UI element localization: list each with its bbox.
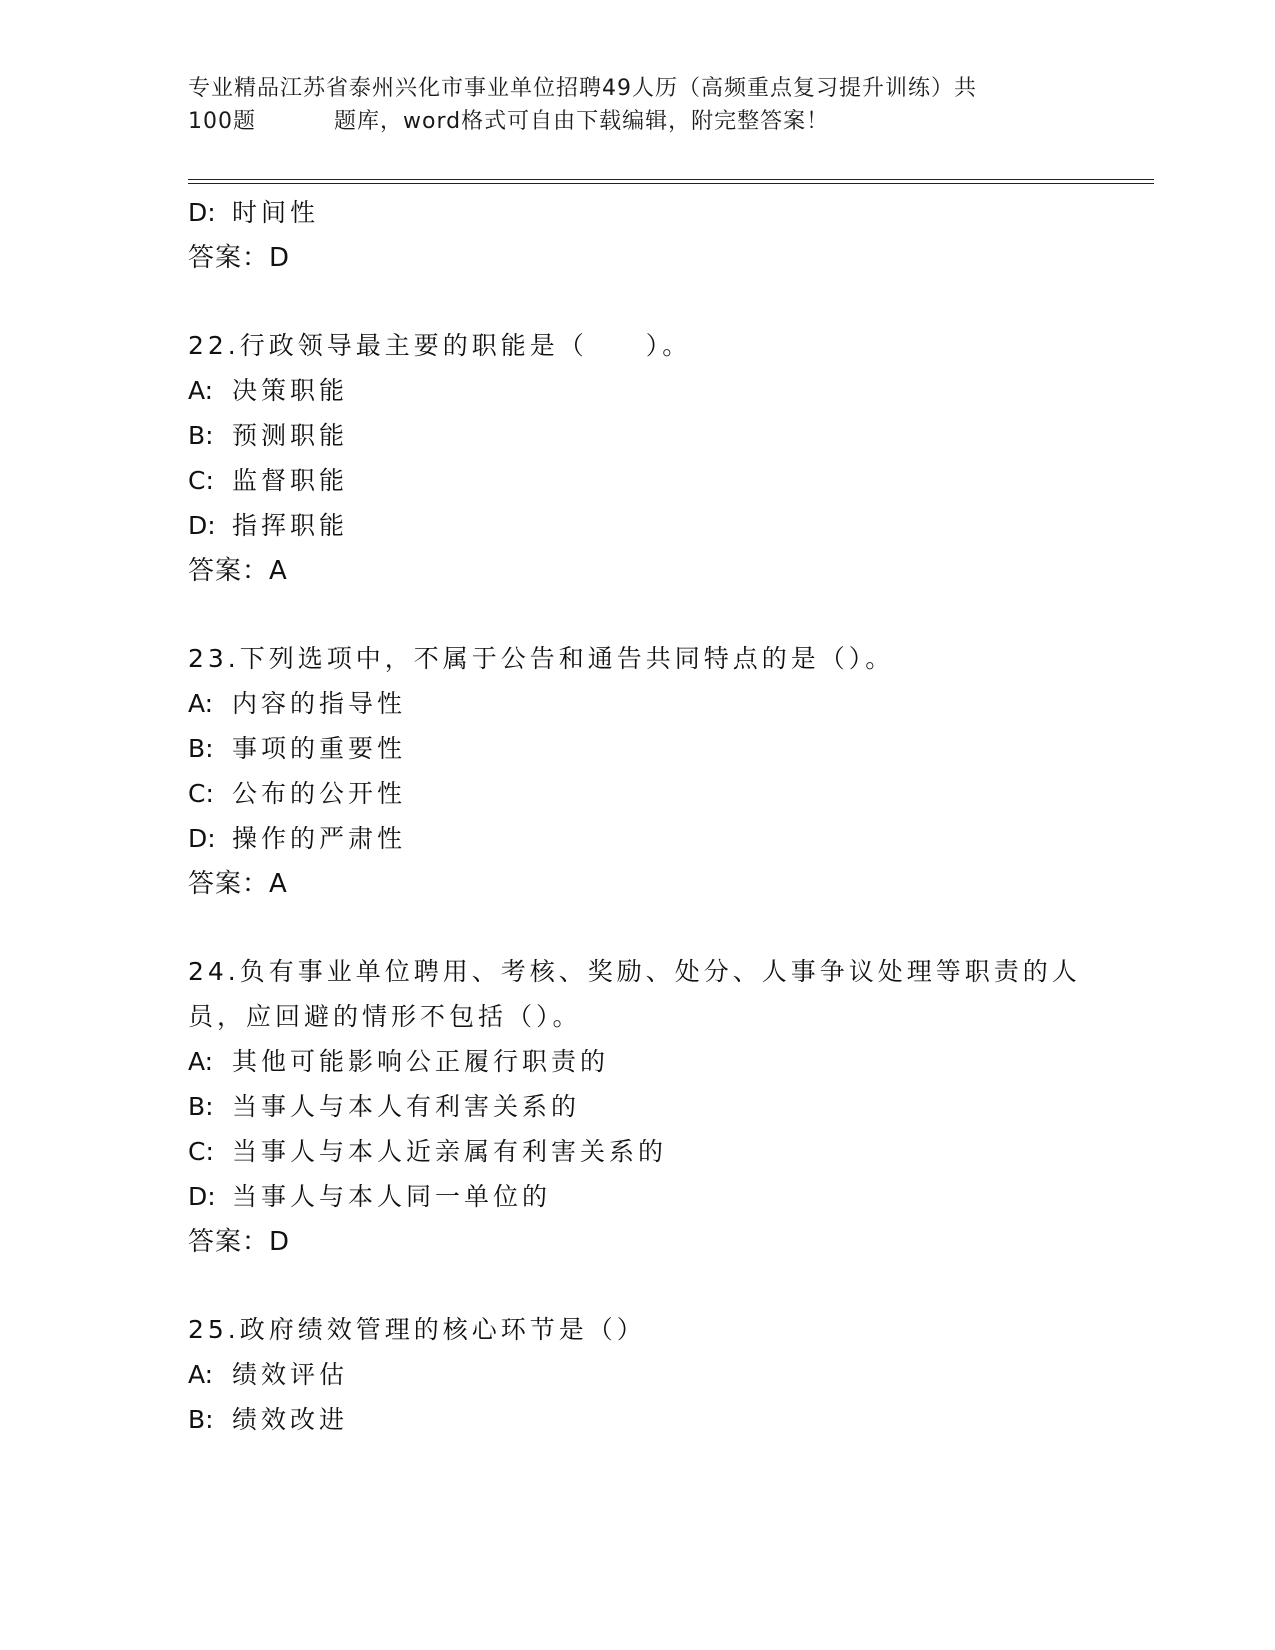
option-row bbox=[188, 1084, 1148, 1129]
option-letter: B: bbox=[188, 421, 214, 450]
option-letter: D: bbox=[188, 198, 216, 227]
answer-label: 答案：A bbox=[188, 556, 288, 586]
option-text: 决策职能 bbox=[232, 376, 349, 405]
option-letter: A: bbox=[188, 376, 214, 405]
option-letter: A: bbox=[188, 689, 214, 718]
option-text: 内容的指导性 bbox=[232, 689, 407, 718]
option-text: 当事人与本人同一单位的 bbox=[232, 1182, 552, 1211]
question-number: 23. bbox=[188, 644, 240, 673]
option-row bbox=[188, 413, 1148, 458]
option-row bbox=[188, 368, 1148, 413]
option-text: 当事人与本人有利害关系的 bbox=[232, 1092, 581, 1121]
option-letter: A: bbox=[188, 1047, 214, 1076]
option-text: 绩效评估 bbox=[232, 1360, 349, 1389]
option-row bbox=[188, 1039, 1148, 1084]
question-22 bbox=[188, 323, 1148, 368]
header-title-line2 bbox=[188, 105, 1088, 138]
option-row bbox=[188, 190, 1148, 235]
option-row bbox=[188, 1174, 1148, 1219]
option-letter: C: bbox=[188, 466, 214, 495]
option-letter: C: bbox=[188, 1137, 214, 1166]
option-text: 公布的公开性 bbox=[232, 779, 407, 808]
header-subtitle: 题库，word格式可自由下载编辑，附完整答案！ bbox=[334, 109, 830, 134]
question-number: 25. bbox=[188, 1315, 240, 1344]
question-23 bbox=[188, 636, 1148, 681]
option-text: 指挥职能 bbox=[232, 511, 349, 540]
answer-label: 答案：D bbox=[188, 1227, 291, 1257]
question-text: 下列选项中，不属于公告和通告共同特点的是（）。 bbox=[239, 644, 895, 673]
option-row bbox=[188, 503, 1148, 548]
question-25 bbox=[188, 1307, 1148, 1352]
question-number: 22. bbox=[188, 331, 240, 360]
question-number: 24. bbox=[188, 957, 240, 986]
option-letter: D: bbox=[188, 1182, 216, 1211]
option-text: 其他可能影响公正履行职责的 bbox=[232, 1047, 610, 1076]
option-text: 事项的重要性 bbox=[232, 734, 407, 763]
option-text: 当事人与本人近亲属有利害关系的 bbox=[232, 1137, 668, 1166]
question-text: 行政领导最主要的职能是（ ）。 bbox=[239, 331, 692, 360]
option-letter: B: bbox=[188, 1405, 214, 1434]
question-24-line2 bbox=[188, 994, 1148, 1039]
question-list bbox=[188, 190, 1148, 1442]
option-row bbox=[188, 726, 1148, 771]
document-header bbox=[188, 72, 1088, 138]
option-letter: D: bbox=[188, 511, 216, 540]
option-row bbox=[188, 458, 1148, 503]
option-letter: B: bbox=[188, 734, 214, 763]
header-divider-top bbox=[188, 179, 1154, 180]
option-text: 时间性 bbox=[232, 198, 320, 227]
option-text: 监督职能 bbox=[232, 466, 349, 495]
header-count: 100题 bbox=[188, 109, 256, 134]
option-letter: A: bbox=[188, 1360, 214, 1389]
option-letter: C: bbox=[188, 779, 214, 808]
header-title-line1: 专业精品江苏省泰州兴化市事业单位招聘49人历（高频重点复习提升训练）共 bbox=[188, 76, 977, 101]
option-row bbox=[188, 1129, 1148, 1174]
option-text: 操作的严肃性 bbox=[232, 824, 407, 853]
question-text: 员，应回避的情形不包括（）。 bbox=[188, 1002, 582, 1031]
option-text: 绩效改进 bbox=[232, 1405, 349, 1434]
answer-label: 答案：D bbox=[188, 243, 291, 273]
option-row bbox=[188, 771, 1148, 816]
question-24-line1 bbox=[188, 949, 1148, 994]
question-text: 负有事业单位聘用、考核、奖励、处分、人事争议处理等职责的人 bbox=[239, 957, 1081, 986]
option-row bbox=[188, 681, 1148, 726]
option-row bbox=[188, 816, 1148, 861]
option-row bbox=[188, 1352, 1148, 1397]
option-letter: B: bbox=[188, 1092, 214, 1121]
option-letter: D: bbox=[188, 824, 216, 853]
option-text: 预测职能 bbox=[232, 421, 349, 450]
header-divider-bottom bbox=[188, 183, 1154, 184]
answer-label: 答案：A bbox=[188, 869, 288, 899]
question-text: 政府绩效管理的核心环节是（） bbox=[239, 1315, 646, 1344]
option-row bbox=[188, 1397, 1148, 1442]
